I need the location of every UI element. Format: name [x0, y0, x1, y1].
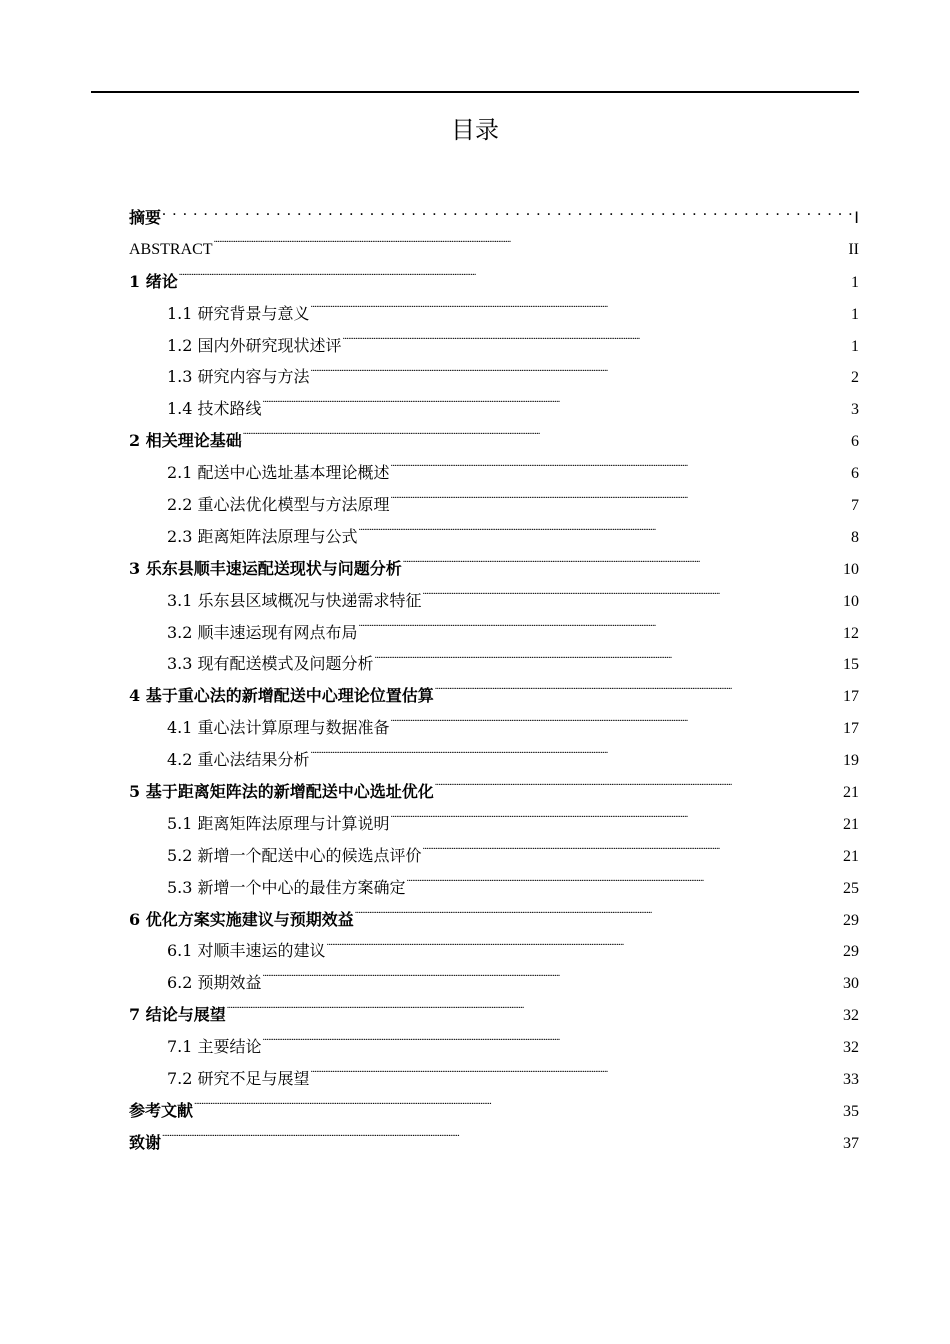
toc-entry-page-number: 3: [851, 401, 859, 419]
toc-dot-leader: [263, 1036, 842, 1052]
toc-entry-label: 3.2 顺丰速运现有网点布局: [167, 622, 358, 642]
toc-entry-label: 4.2 重心法结果分析: [167, 750, 310, 770]
toc-entry[interactable]: [129, 1063, 859, 1095]
toc-dot-leader: [391, 494, 850, 510]
toc-entry-label: 5.2 新增一个配送中心的候选点评价: [167, 845, 422, 865]
toc-entry-page-number: 10: [843, 592, 859, 610]
toc-entry-page-number: 32: [843, 1039, 859, 1057]
toc-entry[interactable]: [129, 872, 859, 904]
toc-entry-label: 3.1 乐东县区域概况与快递需求特征: [167, 590, 422, 610]
toc-entry-page-number: 30: [843, 975, 859, 993]
page-title: 目录: [451, 116, 499, 144]
toc-entry-label: 1.1 研究背景与意义: [167, 303, 310, 323]
toc-entry-page-number: 8: [851, 528, 859, 546]
toc-entry[interactable]: [129, 904, 859, 936]
toc-entry-label: 7.2 研究不足与展望: [167, 1069, 310, 1089]
toc-entry[interactable]: [129, 1095, 859, 1127]
header-rule: [91, 91, 859, 93]
toc-entry[interactable]: [129, 840, 859, 872]
toc-dot-leader: [343, 335, 850, 351]
toc-entry[interactable]: [129, 393, 859, 425]
toc-entry-page-number: 17: [843, 720, 859, 738]
toc-entry-label: 5.3 新增一个中心的最佳方案确定: [167, 877, 406, 897]
toc-entry[interactable]: [129, 648, 859, 680]
toc-entry[interactable]: [129, 361, 859, 393]
toc-entry-page-number: 29: [843, 943, 859, 961]
toc-entry-page-number: 32: [843, 1007, 859, 1025]
toc-entry-label: 1.2 国内外研究现状述评: [167, 335, 342, 355]
toc-entry-page-number: 1: [851, 305, 859, 323]
toc-entry-label: 2.1 配送中心选址基本理论概述: [167, 463, 390, 483]
toc-entry[interactable]: [129, 935, 859, 967]
toc-entry[interactable]: [129, 521, 859, 553]
toc-entry-page-number: 19: [843, 752, 859, 770]
toc-dot-leader: [391, 813, 842, 829]
toc-dot-leader: [311, 366, 850, 382]
toc-dot-leader: [263, 398, 850, 414]
toc-entry-label: 7.1 主要结论: [167, 1037, 262, 1057]
toc-entry-label: 2.3 距离矩阵法原理与公式: [167, 526, 358, 546]
toc-entry-label: 4 基于重心法的新增配送中心理论位置估算: [129, 686, 434, 706]
toc-entry-page-number: 6: [851, 465, 859, 483]
toc-entry[interactable]: [129, 712, 859, 744]
toc-entry-label: 2 相关理论基础: [129, 431, 242, 451]
toc-entry-label: 致谢: [129, 1132, 162, 1152]
toc-entry-label: 1 绪论: [129, 271, 178, 291]
toc-dot-leader: [391, 462, 850, 478]
toc-entry-page-number: Ⅰ: [854, 210, 859, 227]
toc-entry-page-number: 21: [843, 847, 859, 865]
toc-entry-label: 1.4 技术路线: [167, 399, 262, 419]
toc-dot-leader: [403, 558, 842, 574]
toc-dot-leader: [327, 940, 842, 956]
toc-dot-leader: [435, 781, 842, 797]
toc-entry[interactable]: [129, 999, 859, 1031]
toc-entry-label: 5 基于距离矩阵法的新增配送中心选址优化: [129, 782, 434, 802]
toc-dot-leader: [423, 845, 842, 861]
toc-entry-page-number: 2: [851, 369, 859, 387]
toc-dot-leader: [435, 685, 842, 701]
toc-entry-page-number: 15: [843, 656, 859, 674]
toc-dot-leader: [355, 909, 842, 925]
toc-entry-page-number: 21: [843, 815, 859, 833]
toc-entry-page-number: 6: [851, 433, 859, 451]
toc-entry-page-number: 35: [843, 1102, 859, 1120]
toc-entry-label: 6.2 预期效益: [167, 973, 262, 993]
toc-entry-page-number: II: [848, 240, 859, 258]
toc-entry-page-number: 21: [843, 784, 859, 802]
toc-entry[interactable]: [129, 330, 859, 362]
toc-entry[interactable]: [129, 553, 859, 585]
toc-entry[interactable]: [129, 1127, 859, 1159]
toc-entry[interactable]: [129, 617, 859, 649]
toc-dot-leader: [407, 877, 842, 893]
toc-entry-label: 摘要: [129, 208, 162, 227]
toc-dot-leader: [359, 622, 842, 638]
toc-entry[interactable]: [129, 425, 859, 457]
toc-dot-leader: [391, 717, 842, 733]
toc-entry[interactable]: [129, 967, 859, 999]
toc-dot-leader: [311, 749, 842, 765]
toc-entry[interactable]: [129, 680, 859, 712]
toc-dot-leader: [263, 972, 842, 988]
toc-dot-leader: [214, 238, 848, 254]
toc-entry[interactable]: [129, 808, 859, 840]
toc-entry-page-number: 29: [843, 911, 859, 929]
toc-entry-label: 3.3 现有配送模式及问题分析: [167, 654, 374, 674]
toc-entry[interactable]: [129, 202, 859, 234]
toc-dot-leader: [311, 1068, 842, 1084]
toc-entry-page-number: 12: [843, 624, 859, 642]
toc-entry-page-number: 37: [843, 1134, 859, 1152]
toc-entry-label: 参考文献: [129, 1100, 194, 1120]
toc-dot-leader: [162, 207, 853, 223]
toc-dot-leader: [375, 653, 842, 669]
toc-entry-page-number: 1: [851, 273, 859, 291]
toc-entry[interactable]: [129, 298, 859, 330]
toc-entry[interactable]: [129, 234, 859, 266]
toc-dot-leader: [423, 590, 842, 606]
table-of-contents: [129, 202, 859, 1159]
toc-dot-leader: [162, 1132, 842, 1148]
toc-entry-page-number: 1: [851, 337, 859, 355]
toc-dot-leader: [359, 526, 850, 542]
toc-entry-label: 2.2 重心法优化模型与方法原理: [167, 495, 390, 515]
toc-dot-leader: [311, 303, 850, 319]
toc-entry-label: 1.3 研究内容与方法: [167, 367, 310, 387]
toc-entry-label: 3 乐东县顺丰速运配送现状与问题分析: [129, 558, 402, 578]
toc-entry-label: 7 结论与展望: [129, 1005, 226, 1025]
toc-entry-label: ABSTRACT: [129, 240, 213, 258]
toc-entry[interactable]: [129, 457, 859, 489]
toc-dot-leader: [227, 1004, 842, 1020]
toc-entry[interactable]: [129, 489, 859, 521]
toc-dot-leader: [179, 271, 850, 287]
toc-dot-leader: [194, 1100, 842, 1116]
toc-entry[interactable]: [129, 1031, 859, 1063]
toc-entry-page-number: 17: [843, 688, 859, 706]
toc-entry-label: 6.1 对顺丰速运的建议: [167, 941, 326, 961]
toc-entry-label: 5.1 距离矩阵法原理与计算说明: [167, 813, 390, 833]
toc-dot-leader: [243, 430, 850, 446]
toc-entry-page-number: 25: [843, 879, 859, 897]
toc-entry[interactable]: [129, 266, 859, 298]
toc-entry-page-number: 10: [843, 560, 859, 578]
toc-entry[interactable]: [129, 776, 859, 808]
toc-entry[interactable]: [129, 744, 859, 776]
toc-entry-label: 4.1 重心法计算原理与数据准备: [167, 718, 390, 738]
toc-entry-page-number: 7: [851, 497, 859, 515]
toc-entry-page-number: 33: [843, 1071, 859, 1089]
toc-entry-label: 6 优化方案实施建议与预期效益: [129, 909, 354, 929]
toc-entry[interactable]: [129, 585, 859, 617]
